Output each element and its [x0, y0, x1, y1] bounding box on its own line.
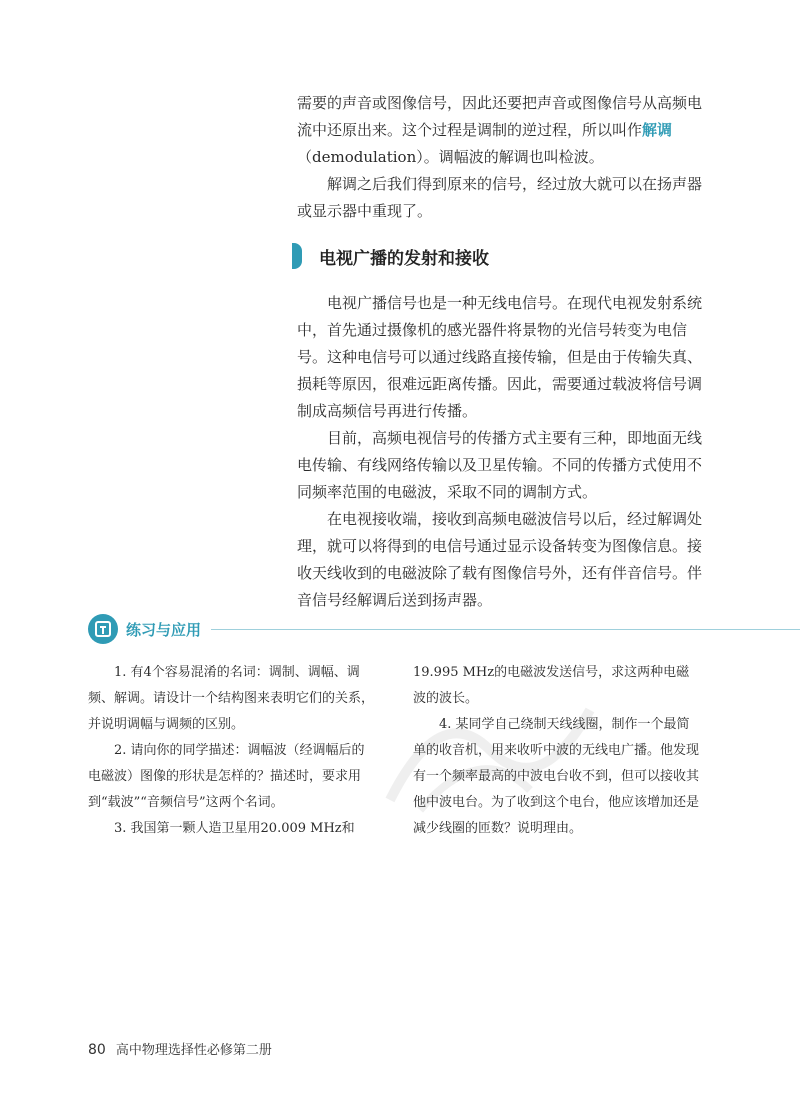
exercise-heading: [88, 612, 800, 646]
exercise-item-2: 2. 请向你的同学描述：调幅波（经调幅后的电磁波）图像的形状是怎样的？描述时，要求用到“载波”“音频信号”这两个名词。: [88, 743, 365, 810]
exercise-icon: [88, 614, 118, 644]
exercise-column-right: [413, 660, 700, 842]
term-demodulation: 解调: [642, 121, 673, 139]
book-title: 高中物理选择性必修第二册: [115, 1043, 272, 1058]
section-title: 电视广播的发射和接收: [319, 248, 489, 269]
section-paragraph-2: 目前，高频电视信号的传播方式主要有三种，即地面无线电传输、有线网络传输以及卫星传输。不同的传播方式使用不同频率范围的电磁波，采取不同的调制方式。: [297, 429, 703, 501]
intro-paragraph-2: 解调之后我们得到原来的信号，经过放大就可以在扬声器或显示器中重现了。: [297, 175, 703, 220]
intro-paragraph-1: 需要的声音或图像信号，因此还要把声音或图像信号从高频电流中还原出来。这个过程是调制的逆过程，所以叫作解调（demodulation）。调幅波的解调也叫检波。: [297, 94, 703, 166]
section-heading: [292, 241, 489, 271]
section-paragraph-1: 电视广播信号也是一种无线电信号。在现代电视发射系统中，首先通过摄像机的感光器件将景物的光信号转变为电信号。这种电信号可以通过线路直接传输，但是由于传输失真、损耗等原因，很难远距离传播。因此，需要通过载波将信号调制成高频信号再进行传播。: [297, 294, 703, 420]
exercise-item-3: 3. 我国第一颗人造卫星用20.009 MHz和: [114, 821, 355, 836]
section-marker-icon: [292, 243, 302, 269]
exercise-title: 练习与应用: [126, 620, 202, 639]
section-body: [297, 290, 707, 614]
exercise-item-1: 1. 有4个容易混淆的名词：调制、调幅、调频、解调。请设计一个结构图来表明它们的关系，并说明调幅与调频的区别。: [88, 665, 375, 732]
exercise-item-4: 4. 某同学自己绕制天线线圈，制作一个最简单的收音机，用来收听中波的无线电广播。他发现有一个频率最高的中波电台收不到，但可以接收其他中波电台。为了收到这个电台，他应该增加还是减少线圈的匝数？说明理由。: [413, 717, 700, 836]
page-number: 80: [88, 1042, 106, 1058]
exercise-column-left: [88, 660, 375, 842]
exercise-divider: [211, 629, 800, 630]
section-paragraph-3: 在电视接收端，接收到高频电磁波信号以后，经过解调处理，就可以将得到的电信号通过显示设备转变为图像信息。接收天线收到的电磁波除了载有图像信号外，还有伴音信号。伴音信号经解调后送到扬声器。: [297, 510, 703, 609]
page-footer: [88, 1039, 272, 1058]
intro-text: [297, 90, 707, 225]
exercise-item-3-continued: 19.995 MHz的电磁波发送信号，求这两种电磁波的波长。: [413, 665, 690, 706]
